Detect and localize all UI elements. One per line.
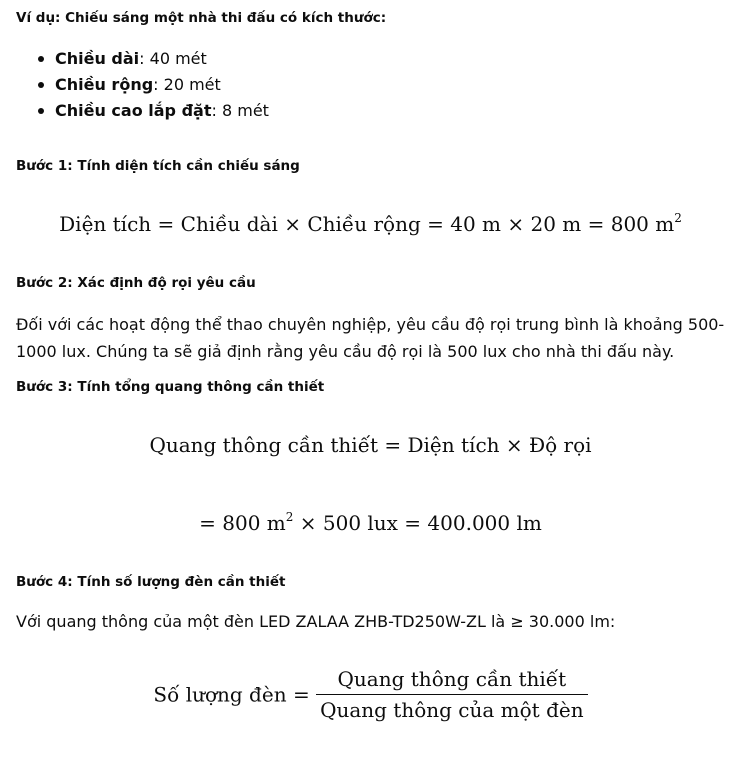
step1-heading: Bước 1: Tính diện tích cần chiếu sáng (16, 158, 300, 174)
list-item (38, 46, 269, 72)
dimension-value: : 40 mét (139, 49, 207, 68)
step4-paragraph: Với quang thông của một đèn LED ZALAA ZHB-TD250W-ZL là ≥ 30.000 lm: (16, 612, 616, 631)
dimension-value: : 20 mét (153, 75, 221, 94)
dimension-label: Chiều dài (55, 49, 140, 68)
area-formula-text: Diện tích = Chiều dài × Chiều rộng = 40 m × 20 m = 800 m (59, 212, 675, 236)
dimension-label: Chiều rộng (55, 75, 154, 94)
lamp-count-formula (0, 666, 741, 723)
area-formula (0, 211, 741, 237)
fraction (316, 666, 588, 723)
flux-calc-part1: = 800 m (199, 511, 286, 535)
step3-heading: Bước 3: Tính tổng quang thông cần thiết (16, 379, 325, 395)
list-item (38, 98, 269, 124)
step4-heading: Bước 4: Tính số lượng đèn cần thiết (16, 574, 286, 590)
flux-formula: Quang thông cần thiết = Diện tích × Độ rọi (149, 433, 592, 457)
flux-calc-part2: × 500 lux = 400.000 lm (293, 511, 542, 535)
flux-calc-exponent: 2 (285, 510, 294, 524)
fraction-denominator: Quang thông của một đèn (320, 698, 584, 722)
step2-heading: Bước 2: Xác định độ rọi yêu cầu (16, 275, 256, 291)
example-heading: Ví dụ: Chiếu sáng một nhà thi đấu có kích thước: (16, 10, 387, 26)
area-formula-exponent: 2 (674, 211, 682, 225)
list-item (38, 72, 269, 98)
dimensions-list (38, 46, 269, 124)
fraction-numerator: Quang thông cần thiết (316, 666, 588, 695)
flux-calculation (0, 510, 741, 536)
dimension-label: Chiều cao lắp đặt (55, 101, 212, 120)
step2-paragraph: Đối với các hoạt động thể thao chuyên nghiệp, yêu cầu độ rọi trung bình là khoảng 500-1000 lux. Chúng ta sẽ giả định rằng yêu cầu độ rọi là 500 lux cho nhà thi đấu này. (16, 315, 725, 361)
dimension-value: : 8 mét (211, 101, 269, 120)
lamp-count-lhs: Số lượng đèn = (153, 682, 317, 707)
